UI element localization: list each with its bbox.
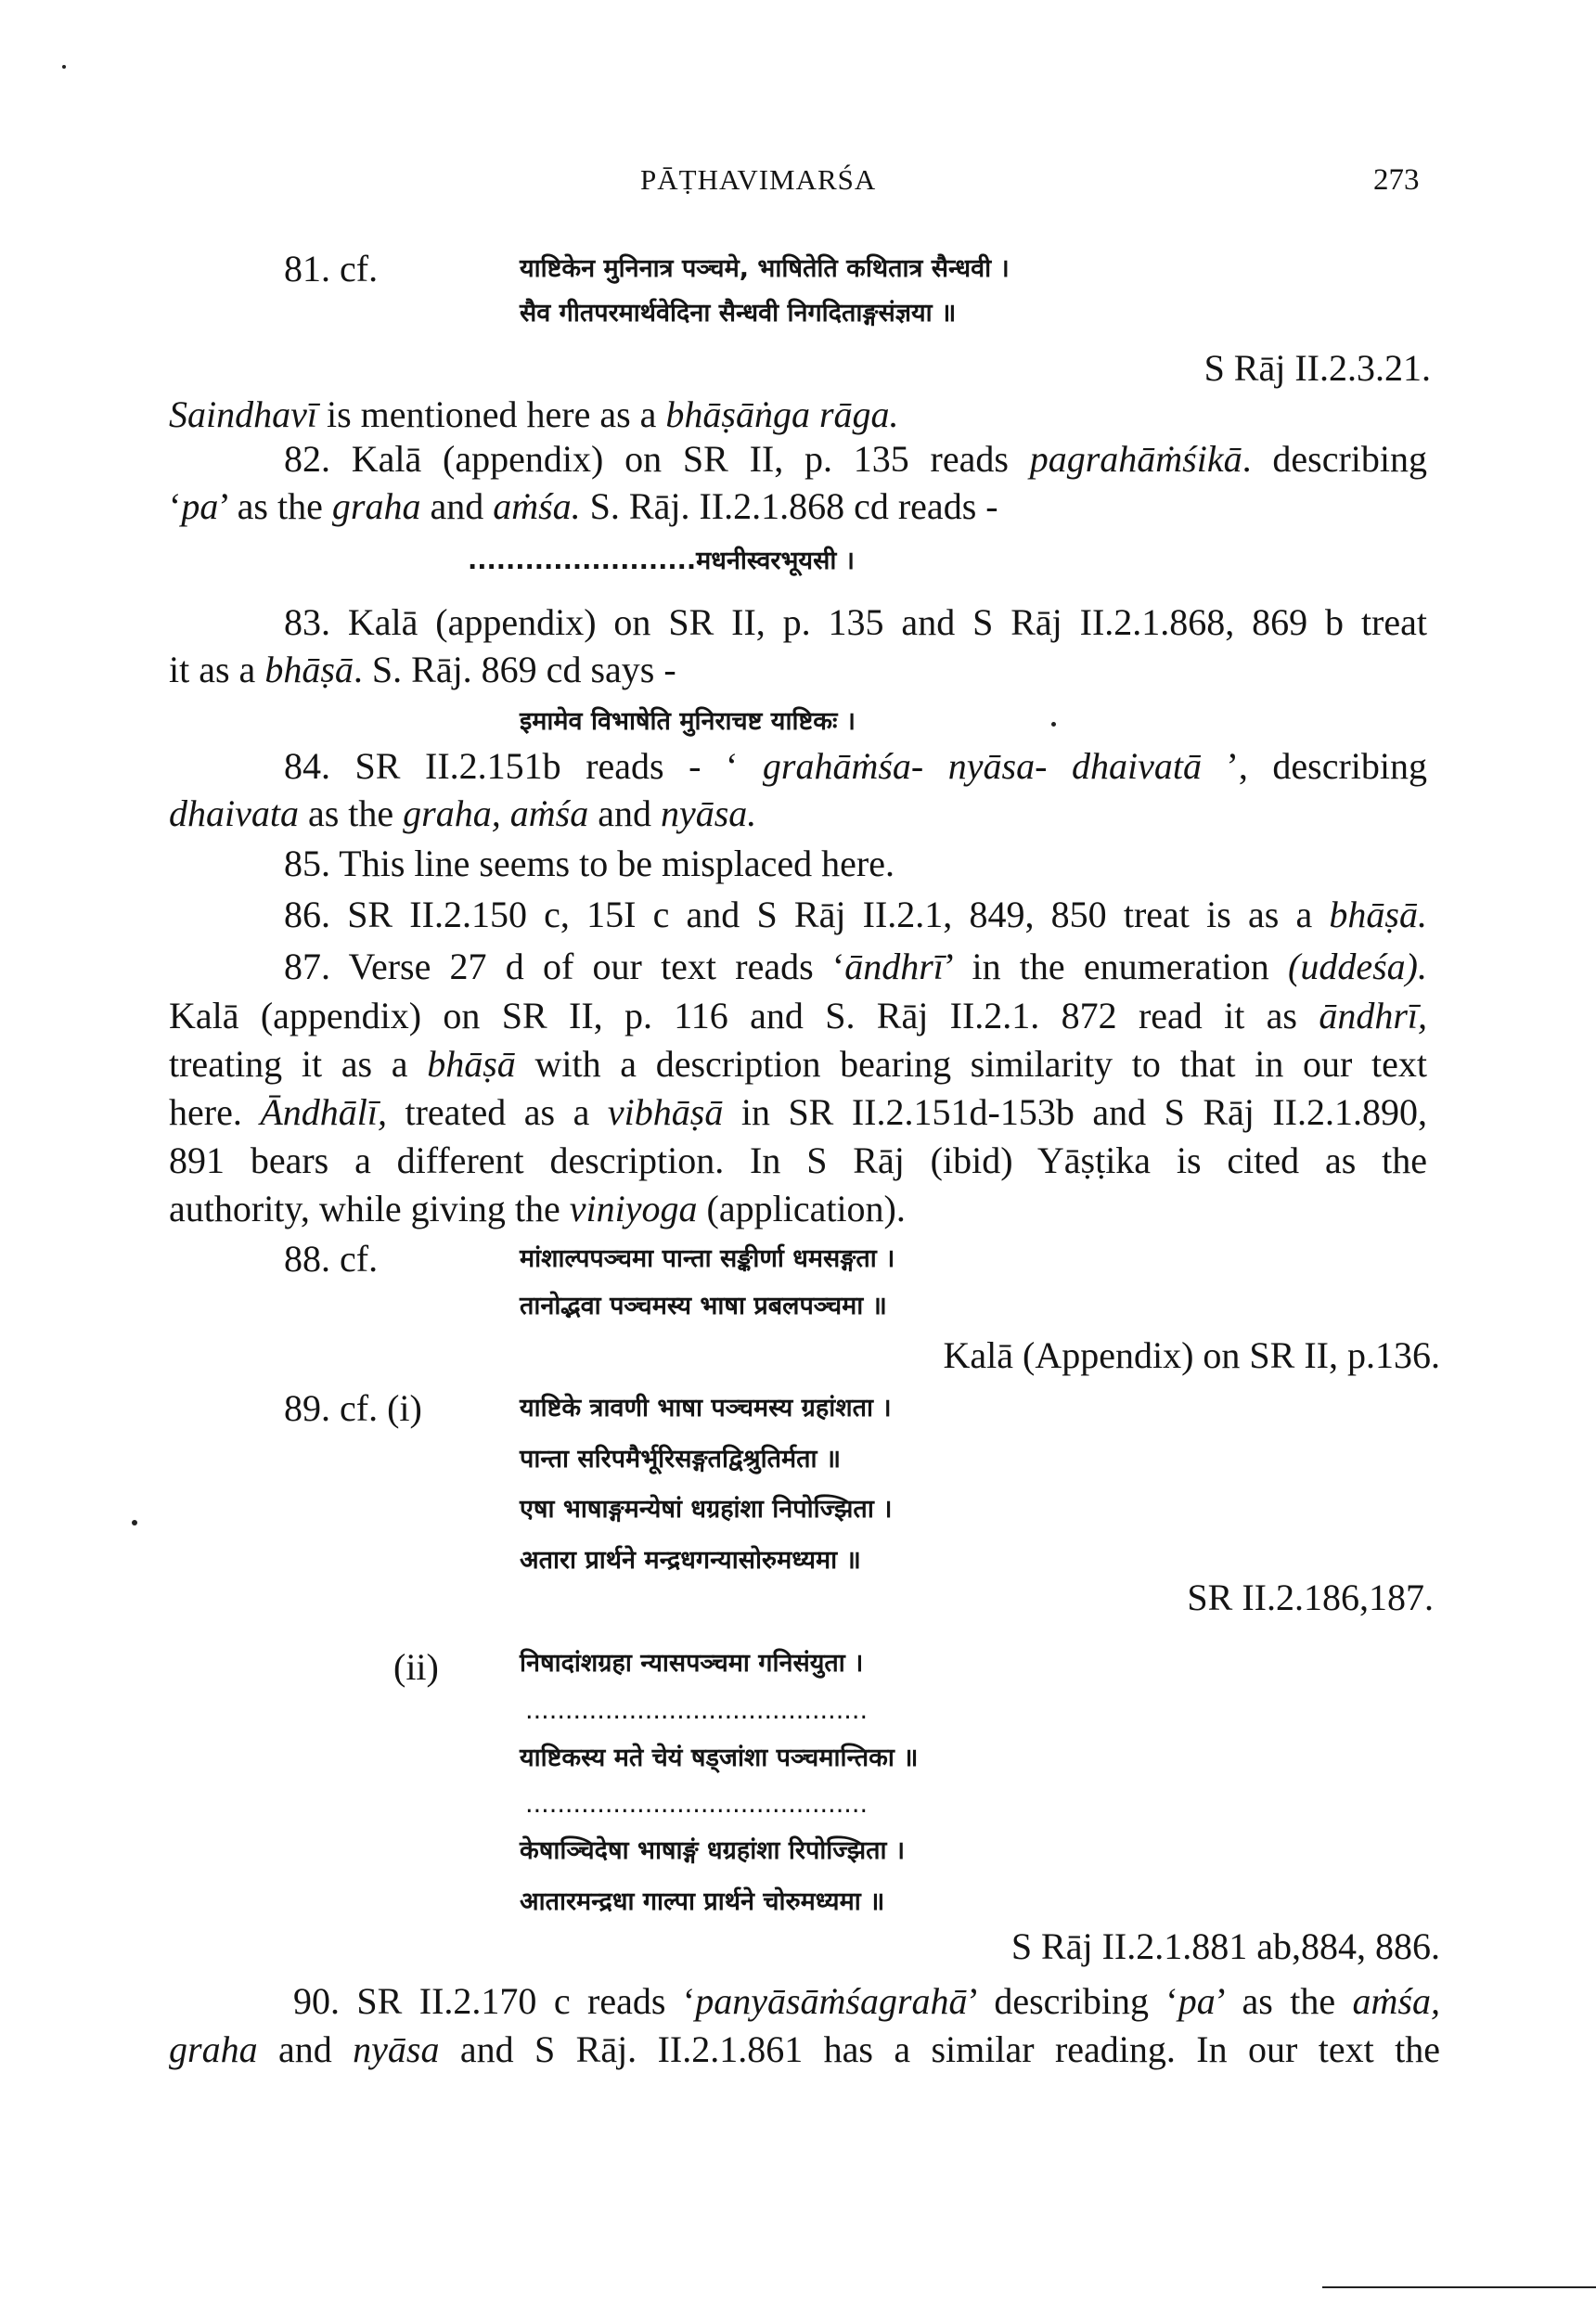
text-run: treated as a <box>387 1091 608 1133</box>
note-87-line-6 <box>169 1186 906 1232</box>
note-83-line-2 <box>169 647 676 693</box>
italic-term: bhāṣā <box>264 649 354 690</box>
page-number: 273 <box>1373 163 1420 197</box>
text-run: 87. Verse 27 d of our text reads ‘ <box>284 946 845 987</box>
text-run: ’ as the <box>218 485 332 527</box>
note-89-source-1: SR II.2.186,187. <box>1187 1577 1434 1618</box>
note-81-verse-1: याष्टिकेन मुनिनात्र पञ्चमे, भाषितेति कथितात्र सैन्धवी । <box>520 254 1010 283</box>
italic-term: pa <box>1178 1980 1216 2022</box>
note-81-comment <box>169 392 899 438</box>
note-84-line-2 <box>169 791 756 837</box>
text-run: treating it as a <box>169 1043 428 1085</box>
note-89-verse-7: केषाञ्चिदेषा भाषाङ्गं धग्रहांशा रिपोज्झिता । <box>520 1836 906 1865</box>
note-89-number: 89. cf. (i) <box>284 1387 422 1429</box>
italic-term: pagrahāṁśikā <box>1029 438 1242 480</box>
text-run: ‘ <box>169 485 182 527</box>
italic-term: āndhrī, <box>1319 995 1427 1036</box>
text-run: and <box>420 485 494 527</box>
text-run: ’, describing <box>1201 745 1427 787</box>
note-87-line-5 <box>169 1138 1427 1184</box>
note-87-line-2 <box>169 993 1427 1039</box>
stray-mark <box>1051 722 1056 727</box>
text-run: 82. Kalā (appendix) on SR II, p. 135 reads <box>284 438 1030 480</box>
note-83-line-1: 83. Kalā (appendix) on SR II, p. 135 and S Rāj II.2.1.868, 869 b treat <box>284 601 1427 643</box>
italic-term: bhāṣā. <box>1329 894 1427 935</box>
italic-term: vibhāṣā <box>607 1091 724 1133</box>
text-run: 84. SR II.2.151b reads - ‘ <box>284 745 763 787</box>
note-88-number: 88. cf. <box>284 1238 379 1280</box>
italic-term: (uddeśa). <box>1288 946 1427 987</box>
italic-term: bhāṣāṅga rāga. <box>665 393 899 435</box>
text-run: (application). <box>697 1188 906 1229</box>
note-89-verse-5: निषादांशग्रहा न्यासपञ्चमा गनिसंयुता । <box>520 1649 864 1678</box>
note-87-line-1 <box>284 944 1427 990</box>
note-89-dots-2: ........................................... <box>525 1790 869 1819</box>
note-84-line-1 <box>284 743 1427 790</box>
text-run: and <box>257 2028 354 2070</box>
running-title: PĀṬHAVIMARŚA <box>640 163 877 196</box>
note-87-line-4 <box>169 1089 1427 1136</box>
italic-term: graha <box>169 2028 258 2070</box>
note-89-verse-1: याष्टिके त्रावणी भाषा पञ्चमस्य ग्रहांशता । <box>520 1394 892 1422</box>
note-81-number: 81. cf. <box>284 248 379 290</box>
note-89-verse-2: पान्ता सरिपमैर्भूरिसङ्गतद्विश्रुतिर्मता ॥ <box>520 1445 842 1474</box>
note-89-verse-4: अतारा प्रार्थने मन्द्रधगन्यासोरुमध्यमा ॥ <box>520 1546 861 1575</box>
text-run: in SR II.2.151d-153b and S Rāj II.2.1.890, <box>723 1091 1428 1133</box>
text-run: authority, while giving the <box>169 1188 570 1229</box>
note-85-line-1: 85. This line seems to be misplaced here. <box>284 843 895 884</box>
page-header <box>0 163 1596 210</box>
italic-term: dhaivata <box>169 792 299 834</box>
italic-term: āndhrī <box>844 946 944 987</box>
text-run: 891 bears a different description. In S Rāj (ibid) Yāṣṭika is cited as the <box>169 1139 1427 1181</box>
italic-term: graha, aṁśa <box>403 792 589 834</box>
text-run: S. Rāj. II.2.1.868 cd reads - <box>580 485 998 527</box>
note-82-line-2 <box>169 483 998 530</box>
note-82-verse: ........................मधनीस्वरभूयसी । <box>468 547 855 575</box>
text-run: 90. SR II.2.170 c reads ‘ <box>293 1980 696 2022</box>
note-89-verse-8: आतारमन्द्रधा गाल्पा प्रार्थने चोरुमध्यमा ॥ <box>520 1887 885 1916</box>
italic-term: bhāṣā <box>427 1043 516 1085</box>
note-82-line-1 <box>284 436 1427 483</box>
italic-term: viniyoga <box>569 1188 698 1229</box>
text-run: and S Rāj. II.2.1.861 has a similar reading. In our text the <box>439 2028 1440 2070</box>
italic-term: grahāṁśa- nyāsa- dhaivatā <box>762 745 1202 787</box>
italic-term: aṁśa. <box>493 485 581 527</box>
note-88-verse-1: मांशाल्पपञ्चमा पान्ता सङ्कीर्णा धमसङ्गता । <box>520 1244 895 1273</box>
italic-term: Āndhālī, <box>260 1091 387 1133</box>
text-run: ’ describing ‘ <box>967 1980 1178 2022</box>
note-87-line-3 <box>169 1041 1427 1088</box>
note-89-sub-number: (ii) <box>393 1646 439 1688</box>
italic-term: aṁśa, <box>1352 1980 1440 2022</box>
italic-term: Saindhavī <box>169 393 317 435</box>
italic-term: nyāsa. <box>660 792 757 834</box>
note-81-verse-2: सैव गीतपरमार्थवेदिना सैन्धवी निगदिताङ्गसंज्ञया ॥ <box>520 299 957 328</box>
text-run: as the <box>298 792 404 834</box>
text-run: 86. SR II.2.150 c, 15I c and S Rāj II.2.1, 849, 850 treat is as a <box>284 894 1330 935</box>
text-run: with a description bearing similarity to that in our text <box>515 1043 1428 1085</box>
note-89-dots-1: ........................................... <box>525 1696 869 1725</box>
text-run: Kalā (appendix) on SR II, p. 116 and S. Rāj II.2.1. 872 read it as <box>169 995 1319 1036</box>
text-run: ’ in the enumeration <box>943 946 1289 987</box>
note-88-source: Kalā (Appendix) on SR II, p.136. <box>943 1334 1440 1376</box>
text-run: it as a <box>169 649 265 690</box>
text-run: is mentioned here as a <box>316 393 666 435</box>
note-88-verse-2: तानोद्भवा पञ्चमस्य भाषा प्रबलपञ्चमा ॥ <box>520 1292 887 1320</box>
note-90-line-2 <box>169 2027 1440 2073</box>
note-90-line-1 <box>293 1978 1440 2025</box>
note-86-line-1 <box>284 892 1427 938</box>
text-run: and <box>588 792 661 834</box>
italic-term: pa <box>181 485 219 527</box>
text-run: . describing <box>1242 438 1428 480</box>
note-89-verse-3: एषा भाषाङ्गमन्येषां धग्रहांशा निपोज्झिता । <box>520 1495 893 1524</box>
corner-dot <box>62 65 66 69</box>
text-run: . S. Rāj. 869 cd says - <box>353 649 676 690</box>
margin-dot <box>132 1520 137 1525</box>
note-81-source: S Rāj II.2.3.21. <box>1203 347 1431 389</box>
text-run: here. <box>169 1091 261 1133</box>
note-89-source-2: S Rāj II.2.1.881 ab,884, 886. <box>1010 1925 1440 1967</box>
italic-term: nyāsa <box>353 2028 440 2070</box>
note-89-verse-6: याष्टिकस्य मते चेयं षड्जांशा पञ्चमान्तिका ॥ <box>520 1744 919 1772</box>
footer-rule <box>1322 2286 1596 2288</box>
note-83-verse: इमामेव विभाषेति मुनिराचष्ट याष्टिकः । <box>520 707 856 736</box>
italic-term: panyāsāṁśagrahā <box>695 1980 968 2022</box>
italic-term: graha <box>331 485 421 527</box>
text-run: ’ as the <box>1215 1980 1353 2022</box>
